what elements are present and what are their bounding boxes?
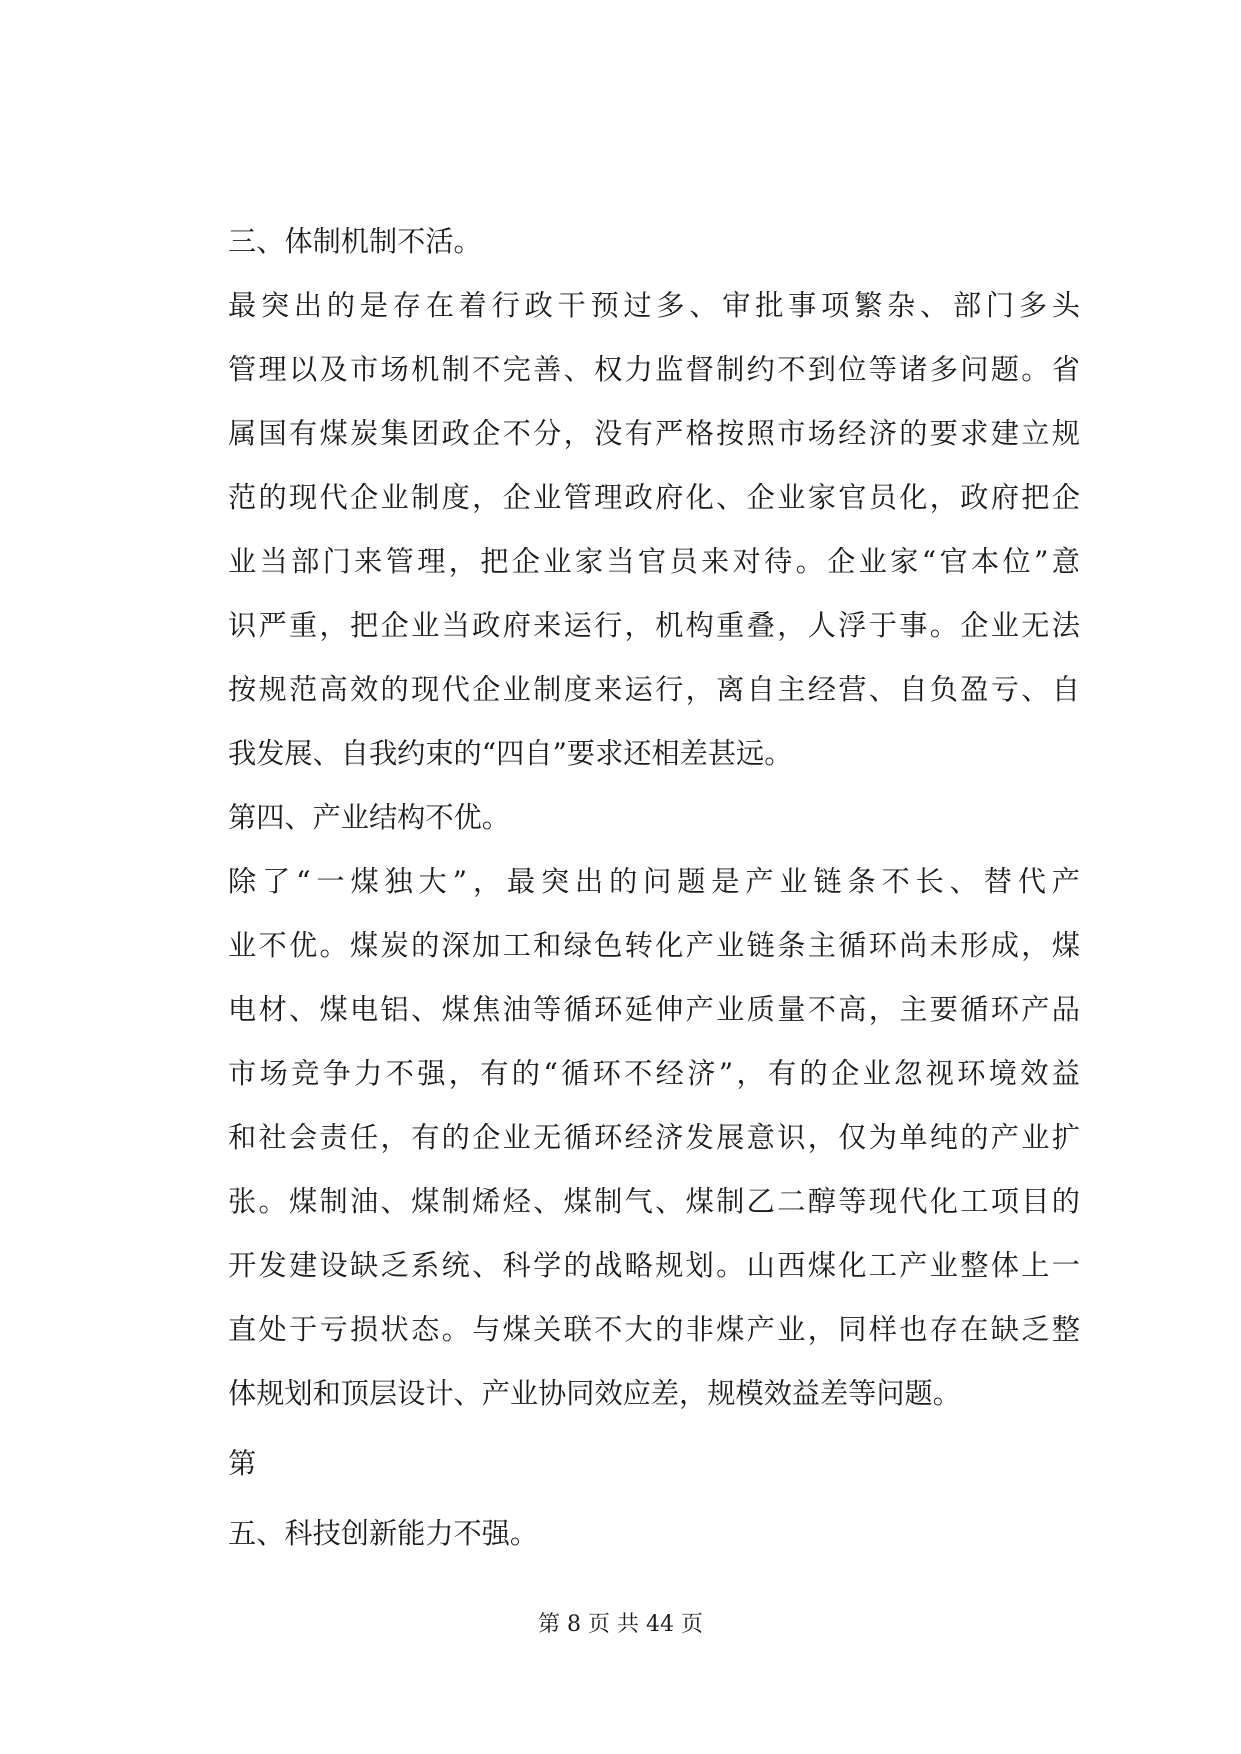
- paragraph-line: 属国有煤炭集团政企不分，没有严格按照市场经济的要求建立规: [228, 417, 1080, 450]
- paragraph-line: 市场竞争力不强，有的“循环不经济”，有的企业忽视环境效益: [228, 1057, 1080, 1090]
- section-fragment: 第: [228, 1447, 257, 1480]
- paragraph-line: 直处于亏损状态。与煤关联不大的非煤产业，同样也存在缺乏整: [228, 1313, 1080, 1346]
- paragraph-line: 业当部门来管理，把企业家当官员来对待。企业家“官本位”意: [228, 545, 1080, 578]
- section-heading-5: 五、科技创新能力不强。: [228, 1517, 539, 1550]
- paragraph-line: 和社会责任，有的企业无循环经济发展意识，仅为单纯的产业扩: [228, 1121, 1080, 1154]
- paragraph-line: 张。煤制油、煤制烯烃、煤制气、煤制乙二醇等现代化工项目的: [228, 1185, 1080, 1218]
- paragraph-line: 电材、煤电铝、煤焦油等循环延伸产业质量不高，主要循环产品: [228, 993, 1080, 1026]
- page-footer: 第 8 页 共 44 页: [538, 1612, 703, 1637]
- paragraph-line: 开发建设缺乏系统、科学的战略规划。山西煤化工产业整体上一: [228, 1249, 1080, 1282]
- paragraph-line: 体规划和顶层设计、产业协同效应差，规模效益差等问题。: [228, 1377, 961, 1410]
- paragraph-line: 按规范高效的现代企业制度来运行，离自主经营、自负盈亏、自: [228, 673, 1080, 706]
- section-3-paragraph: [228, 274, 1080, 786]
- document-body: [228, 210, 1080, 1566]
- paragraph-line: 我发展、自我约束的“四自”要求还相差甚远。: [228, 737, 793, 770]
- section-heading-4: 第四、产业结构不优。: [228, 801, 510, 834]
- section-4-paragraph: [228, 850, 1080, 1426]
- section-heading-3: 三、体制机制不活。: [228, 225, 482, 258]
- paragraph-line: 除了“一煤独大”，最突出的问题是产业链条不长、替代产: [228, 865, 1080, 898]
- paragraph-line: 识严重，把企业当政府来运行，机构重叠，人浮于事。企业无法: [228, 609, 1080, 642]
- paragraph-line: 管理以及市场机制不完善、权力监督制约不到位等诸多问题。省: [228, 353, 1080, 386]
- paragraph-line: 最突出的是存在着行政干预过多、审批事项繁杂、部门多头: [228, 289, 1080, 322]
- paragraph-line: 范的现代企业制度，企业管理政府化、企业家官员化，政府把企: [228, 481, 1080, 514]
- paragraph-line: 业不优。煤炭的深加工和绿色转化产业链条主循环尚未形成，煤: [228, 929, 1080, 962]
